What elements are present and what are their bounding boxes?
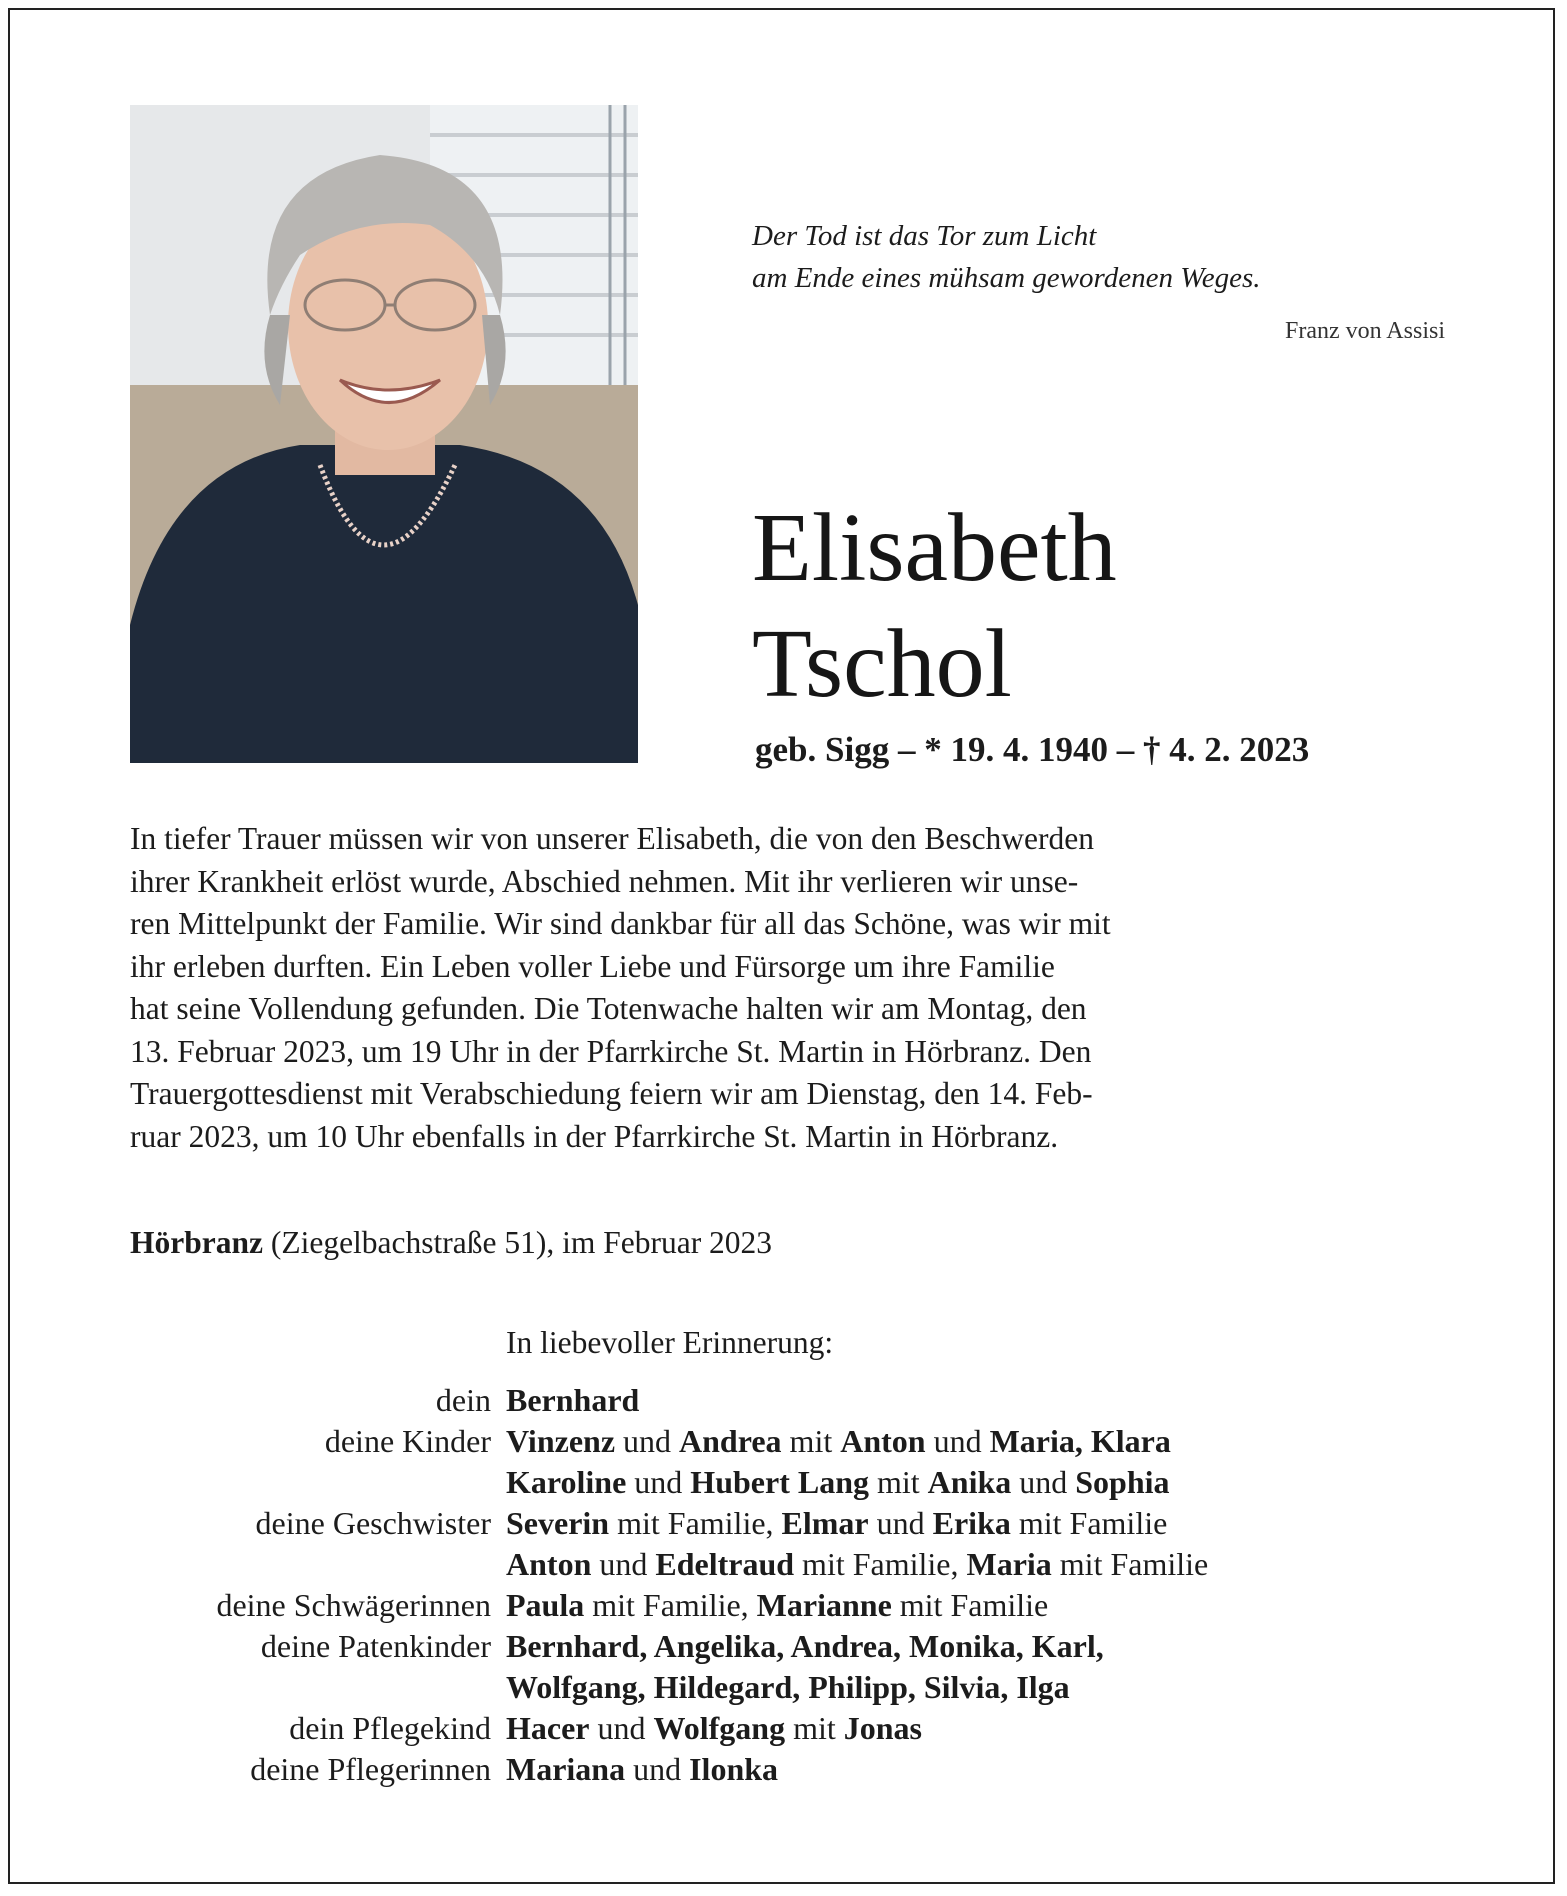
mourner-row xyxy=(0,1626,1567,1667)
mourner-connector: und xyxy=(589,1710,654,1746)
mourner-name: Sophia xyxy=(1075,1464,1170,1500)
mourner-names xyxy=(506,1708,922,1749)
mourner-names xyxy=(506,1421,1171,1462)
text-line: ihr erleben durften. Ein Leben voller Liebe und Fürsorge um ihre Familie xyxy=(130,948,1055,984)
mourner-name: Maria xyxy=(966,1546,1052,1582)
mourner-name: Andrea xyxy=(679,1423,782,1459)
mourner-names xyxy=(506,1503,1167,1544)
mourner-row xyxy=(0,1585,1567,1626)
mourner-name: Hacer xyxy=(506,1710,590,1746)
mourner-row xyxy=(0,1749,1567,1790)
mourner-connector: mit xyxy=(785,1710,844,1746)
mourner-relation: deine Patenkinder xyxy=(260,1628,491,1664)
quote xyxy=(752,215,1444,299)
mourners-list xyxy=(0,1380,1567,1790)
mourner-row xyxy=(0,1544,1567,1585)
mourner-names xyxy=(506,1380,639,1421)
mourner-connector: und xyxy=(591,1546,656,1582)
mourner-name: Mariana xyxy=(506,1751,626,1787)
text-line: hat seine Vollendung gefunden. Die Totenwache halten wir am Montag, den xyxy=(130,991,1087,1026)
mourner-name: Anton xyxy=(506,1546,592,1582)
life-dates: geb. Sigg – * 19. 4. 1940 – † 4. 2. 2023 xyxy=(755,730,1310,769)
mourner-name: Marianne xyxy=(756,1587,892,1623)
mourner-relation: deine Schwägerinnen xyxy=(216,1587,491,1623)
mourner-names xyxy=(506,1585,1048,1626)
mourner-connector: und xyxy=(625,1751,690,1787)
mourner-connector: mit xyxy=(781,1423,841,1459)
text-line: ruar 2023, um 10 Uhr ebenfalls in der Pfarrkirche St. Martin in Hörbranz. xyxy=(130,1118,1059,1154)
mourner-connector: und xyxy=(925,1423,990,1459)
first-name: Elisabeth xyxy=(752,494,1117,602)
mourner-relation: dein Pflegekind xyxy=(289,1710,491,1746)
mourner-connector: mit Familie, xyxy=(584,1587,757,1623)
mourner-name: Jonas xyxy=(843,1710,922,1746)
text-line: 13. Februar 2023, um 19 Uhr in der Pfarrkirche St. Martin in Hörbranz. Den xyxy=(130,1033,1092,1069)
mourner-name: Edeltraud xyxy=(655,1546,795,1582)
mourner-connector: mit Familie xyxy=(891,1587,1049,1623)
mourner-name: Karoline xyxy=(506,1464,627,1500)
mourner-names xyxy=(506,1544,1208,1585)
mourner-row xyxy=(0,1421,1567,1462)
mourner-name: Paula xyxy=(506,1587,585,1623)
mourner-names xyxy=(506,1626,1104,1667)
quote-author: Franz von Assisi xyxy=(1284,318,1445,344)
mourner-row xyxy=(0,1380,1567,1421)
mourner-names xyxy=(506,1667,1070,1708)
mourner-row xyxy=(0,1667,1567,1708)
mourner-connector: mit xyxy=(868,1464,928,1500)
mourner-name: Anika xyxy=(927,1464,1012,1500)
mourner-name: Maria, Klara xyxy=(989,1423,1171,1459)
mourner-name: Erika xyxy=(932,1505,1011,1541)
mourner-name: Wolfgang xyxy=(653,1710,786,1746)
mourner-name: Bernhard xyxy=(506,1382,640,1418)
mourner-connector: und xyxy=(868,1505,933,1541)
portrait-photo xyxy=(130,105,638,763)
mourner-row xyxy=(0,1503,1567,1544)
text-line: ihrer Krankheit erlöst wurde, Abschied nehmen. Mit ihr verlieren wir unse- xyxy=(130,863,1079,899)
mourner-relation: deine Pflegerinnen xyxy=(250,1751,491,1787)
obituary-text xyxy=(130,818,1405,1158)
mourner-name: Elmar xyxy=(781,1505,869,1541)
mourner-connector: und xyxy=(1011,1464,1076,1500)
mourner-connector: und xyxy=(626,1464,691,1500)
text-line: Trauergottesdienst mit Verabschiedung feiern wir am Dienstag, den 14. Feb- xyxy=(130,1076,1093,1111)
text-line: ren Mittelpunkt der Familie. Wir sind dankbar für all das Schöne, was wir mit xyxy=(130,906,1111,941)
mourner-name: Hubert Lang xyxy=(690,1464,869,1500)
mourner-connector: mit Familie xyxy=(1010,1505,1168,1541)
mourner-row xyxy=(0,1708,1567,1749)
memory-heading: In liebevoller Erinnerung: xyxy=(506,1325,834,1360)
mourner-relation: dein xyxy=(435,1382,491,1418)
mourner-relation: deine Geschwister xyxy=(255,1505,491,1541)
mourner-row xyxy=(0,1462,1567,1503)
mourner-relation: deine Kinder xyxy=(324,1423,491,1459)
mourner-connector: mit Familie, xyxy=(609,1505,782,1541)
mourner-name: Anton xyxy=(840,1423,926,1459)
mourner-name: Severin xyxy=(506,1505,610,1541)
mourner-name: Ilonka xyxy=(689,1751,779,1787)
quote-line-2: am Ende eines mühsam gewordenen Weges. xyxy=(752,262,1261,294)
quote-line-1: Der Tod ist das Tor zum Licht xyxy=(752,220,1097,252)
mourner-names xyxy=(506,1462,1170,1503)
mourner-names xyxy=(506,1749,778,1790)
mourner-connector: mit Familie xyxy=(1051,1546,1209,1582)
mourner-connector: mit Familie, xyxy=(794,1546,967,1582)
mourner-name: Wolfgang, Hildegard, Philipp, Silvia, Ilga xyxy=(506,1669,1070,1705)
text-line: In tiefer Trauer müssen wir von unserer Elisabeth, die von den Beschwerden xyxy=(130,821,1094,856)
mourner-connector: und xyxy=(615,1423,680,1459)
deceased-name xyxy=(752,490,1117,722)
place-town: Hörbranz xyxy=(130,1225,263,1260)
last-name: Tschol xyxy=(752,610,1012,718)
place-rest: (Ziegelbachstraße 51), im Februar 2023 xyxy=(262,1225,773,1260)
place-date xyxy=(130,1225,772,1261)
mourner-name: Vinzenz xyxy=(506,1423,616,1459)
mourner-name: Bernhard, Angelika, Andrea, Monika, Karl, xyxy=(506,1628,1104,1664)
